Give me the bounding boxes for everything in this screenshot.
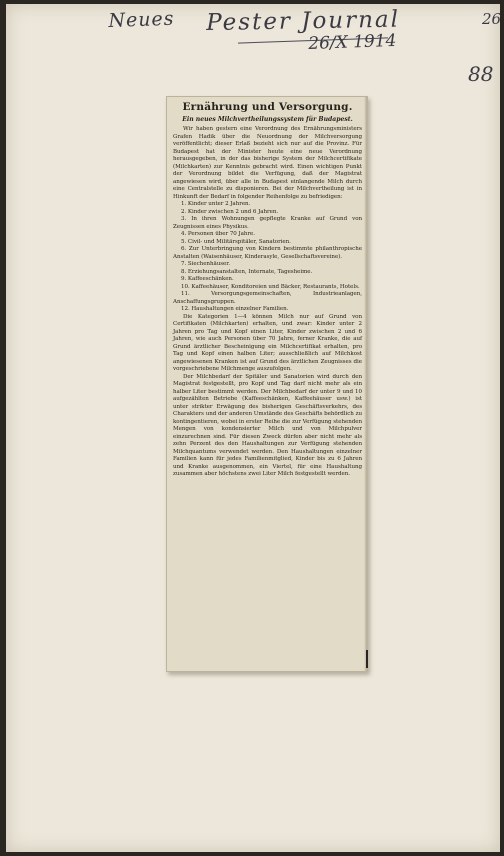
list-item: 11. Versorgungsgemeinschaften, Industrieanlagen, Anschaffungsgruppen. bbox=[173, 291, 362, 305]
list-item: 8. Erziehungsanstalten, Internate, Tagesheime. bbox=[181, 268, 313, 275]
clipping-paragraph: Der Milchbedarf der Spitäler und Sanatorien wird durch den Magistrat festgestellt, pro Kopf und Tag darf nicht mehr als ein halber Liter bestimmt werden. Der Milchbedarf der unter 9 und 10 aufgezählten Betriebe (Kaffeeschänken, Kaffeehäuser usw.) ist unter strikter Erwägung des bisherigen Geschäftsverkehrs, des Charakters und der anderen Umstände des Geschäfts behördlich zu kontingentieren, wobei in erster Reihe die zur Verfügung stehenden Mengen von kondensierter Milch und von Milchpulver einzurechnen sind. Für diesen Zweck dürfen aber nicht mehr als zehn Perzent des den Haushaltungen zur Verfügung stehenden Milchquantums verwendet werden. Den Haushaltungen einzelner Familien kann für jedes Familienmitglied, Kinder bis zu 6 Jahren und Kranke ausgenommen, ein Viertel, für eine Haushaltung zusammen aber höchstens zwei Liter Milch festgestellt werden. bbox=[173, 373, 362, 477]
list-item: 4. Personen über 70 Jahre. bbox=[181, 231, 255, 237]
list-item: 7. Siechenhäuser. bbox=[181, 261, 230, 267]
list-item: 12. Haushaltungen einzelner Familien. bbox=[181, 306, 289, 312]
handwritten-source: Neues bbox=[108, 7, 175, 32]
priority-list bbox=[173, 201, 362, 314]
clipping-edge bbox=[364, 97, 367, 671]
handwritten-date: 26/X 1914 bbox=[308, 30, 397, 54]
newspaper-clipping bbox=[166, 96, 368, 672]
clipping-body bbox=[173, 126, 362, 479]
handwritten-number-top: 26 bbox=[482, 10, 502, 28]
handwritten-journal: Pester Journal bbox=[206, 6, 401, 36]
handwritten-number-side: 88 bbox=[468, 62, 494, 86]
list-item: 6. Zur Unterbringung von Kindern bestimmte philanthropische Anstalten (Waisenhäuser, Kinderasyle, Gesellschaftsvereine). bbox=[173, 246, 362, 260]
clipping-intro: Wir haben gestern eine Verordnung des Ernährungsministers Grafen Hadik über die Neuordnung der Milchversorgung veröffentlicht; dieser Erlaß bezieht sich nur auf die Provinz. Für Budapest hat der Minister heute eine neue Verordnung herausgegeben, in der das bisherige System der Milchcertifikate (Milchkarten) zur Kenntnis gebracht wird. Einen wichtigen Punkt der Verordnung bildet die Verfügung, daß der Magistrat angewiesen wird, über alle in Budapest einlangende Milch durch eine Centralstelle zu disponieren. Bei der Milchvertheilung ist in Hinkunft der Bedarf in folgender Reihenfolge zu befriedigen: bbox=[173, 126, 362, 200]
list-item: 1. Kinder unter 2 Jahren. bbox=[181, 201, 251, 207]
list-item: 9. Kaffeeschänken. bbox=[181, 276, 234, 282]
list-item: 3. In ihren Wohnungen gepflegte Kranke auf Grund von Zeugnissen eines Physikus. bbox=[173, 216, 362, 230]
clipping-end-mark bbox=[366, 650, 368, 668]
clipping-paragraph: Die Kategorien 1—4 können Milch nur auf Grund von Certifikaten (Milchkarten) erhalten, und zwar: Kinder unter 2 Jahren pro Tag und Kopf einen Liter, Kinder zwischen 2 und 6 Jahren, wie auch Personen über 70 Jahre, ferner Kranke, die auf Grund ärztlicher Bescheinigung ein Milchcertifikat erhalten, pro Tag und Kopf einen halben Liter; ausschließlich auf Milchkost angewiesenen Kranken ist auf Grund des ärztlichen Zeugnisses die vorgeschriebene Milchmenge auszufolgen. bbox=[173, 313, 362, 372]
list-item: 2. Kinder zwischen 2 und 6 Jahren. bbox=[181, 208, 279, 215]
clipping-subhead: Ein neues Milchvertheilungssystem für Budapest. bbox=[182, 116, 353, 123]
clipping-headline: Ernährung und Versorgung. bbox=[182, 101, 353, 113]
list-item: 10. Kaffeehäuser, Konditoreien und Bäcker, Restaurants, Hotels. bbox=[181, 283, 360, 290]
list-item: 5. Civil- und Militärspitäler, Sanatorien. bbox=[181, 238, 291, 245]
